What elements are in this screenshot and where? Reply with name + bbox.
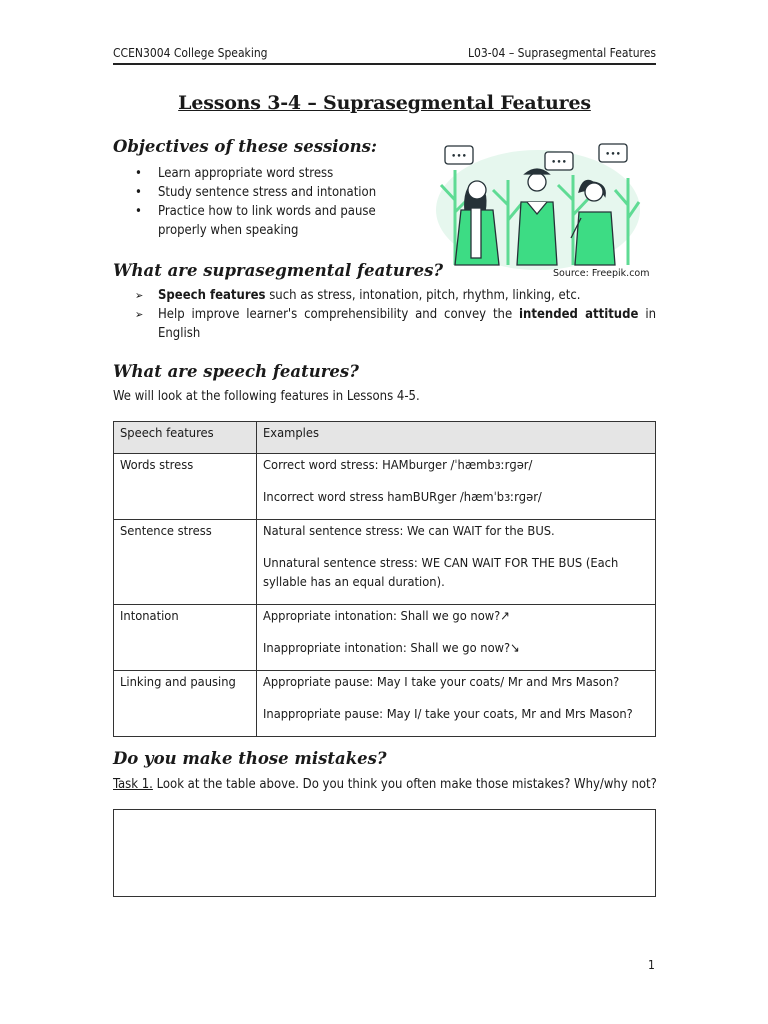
feature-cell: Intonation bbox=[114, 605, 257, 671]
table-row bbox=[114, 520, 656, 605]
course-name: CCEN3004 College Speaking bbox=[113, 46, 268, 60]
table-header-row bbox=[114, 422, 656, 454]
feature-cell: Linking and pausing bbox=[114, 671, 257, 737]
speaking-people-illustration bbox=[433, 130, 643, 270]
feature-cell: Words stress bbox=[114, 454, 257, 520]
feature-cell: Sentence stress bbox=[114, 520, 257, 605]
suprasegmental-item: ➢ Speech features such as stress, intonation, pitch, rhythm, linking, etc. bbox=[135, 288, 581, 303]
table-row bbox=[114, 454, 656, 520]
column-header: Speech features bbox=[114, 422, 257, 454]
answer-box[interactable] bbox=[113, 809, 656, 897]
document-page bbox=[113, 0, 656, 1024]
column-header: Examples bbox=[257, 422, 656, 454]
objective-item: • Study sentence stress and intonation bbox=[113, 183, 413, 202]
svg-text:•••: ••• bbox=[451, 152, 467, 162]
table-row bbox=[114, 605, 656, 671]
arrow-bullet-icon: ➢ bbox=[135, 289, 144, 302]
image-source-credit: Source: Freepik.com bbox=[553, 268, 650, 279]
task-label: Task 1. bbox=[113, 777, 153, 792]
header-divider bbox=[113, 63, 656, 65]
examples-cell: Natural sentence stress: We can WAIT for the BUS. Unnatural sentence stress: WE CAN WAIT FOR THE BUS (Each syllable has an equal duration). bbox=[257, 520, 656, 605]
examples-cell: Correct word stress: HAMburger /ˈhæmbɜːrɡər/ Incorrect word stress hamBURger /hæmˈbɜːrɡər/ bbox=[257, 454, 656, 520]
examples-cell: Appropriate pause: May I take your coats/ Mr and Mrs Mason? Inappropriate pause: May I/ take your coats, Mr and Mrs Mason? bbox=[257, 671, 656, 737]
objectives-list bbox=[113, 164, 413, 240]
objective-item: • Practice how to link words and pause properly when speaking bbox=[113, 202, 413, 240]
table-row bbox=[114, 671, 656, 737]
speech-features-heading: What are speech features? bbox=[113, 362, 359, 381]
speech-features-table bbox=[113, 421, 656, 737]
speech-features-intro: We will look at the following features in Lessons 4-5. bbox=[113, 389, 420, 404]
examples-cell: Appropriate intonation: Shall we go now?↗ Inappropriate intonation: Shall we go now?↘ bbox=[257, 605, 656, 671]
page-title: Lessons 3-4 – Suprasegmental Features bbox=[178, 92, 591, 114]
lesson-code: L03-04 – Suprasegmental Features bbox=[468, 46, 656, 60]
objectives-heading: Objectives of these sessions: bbox=[113, 137, 377, 156]
suprasegmental-item: ➢ Help improve learner's comprehensibility and convey the intended attitude in English bbox=[135, 307, 656, 341]
objective-item: • Learn appropriate word stress bbox=[113, 164, 413, 183]
suprasegmental-list bbox=[113, 286, 656, 343]
page-number: 1 bbox=[648, 958, 655, 972]
suprasegmental-heading: What are suprasegmental features? bbox=[113, 261, 444, 280]
svg-text:•••: ••• bbox=[551, 158, 567, 168]
task-instruction: Task 1. Look at the table above. Do you think you often make those mistakes? Why/why not? bbox=[113, 777, 657, 792]
mistakes-heading: Do you make those mistakes? bbox=[113, 749, 387, 768]
svg-text:•••: ••• bbox=[605, 150, 621, 160]
arrow-bullet-icon: ➢ bbox=[135, 308, 144, 321]
